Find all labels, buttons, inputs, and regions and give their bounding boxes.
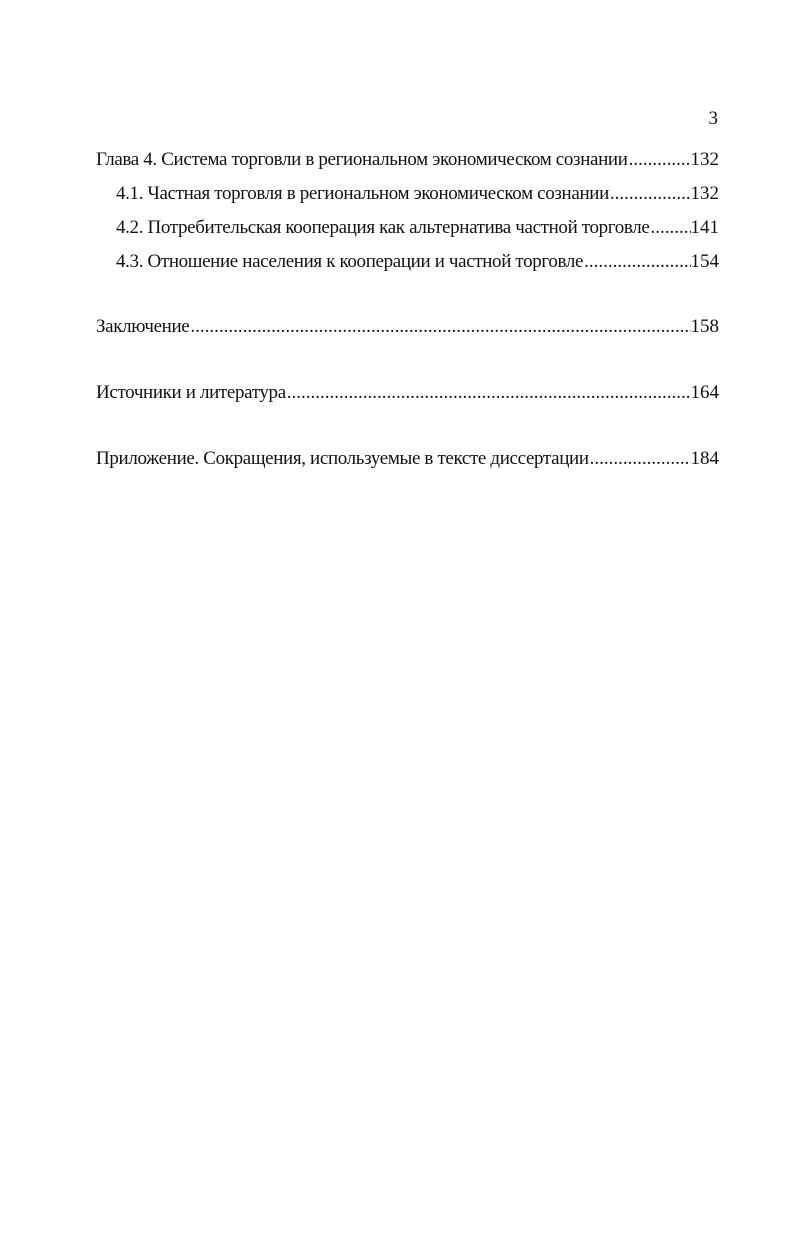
toc-entry-section-4-1	[96, 183, 719, 205]
toc-entry-title: 4.2. Потребительская кооперация как альтернатива частной торговле	[116, 217, 650, 238]
toc-entry-page: 132	[690, 149, 719, 170]
toc-leader-dots	[189, 316, 690, 338]
toc-leader-dots	[286, 382, 691, 404]
toc-entry-appendix	[96, 448, 719, 470]
toc-entry-section-4-2	[96, 217, 719, 239]
toc-entry-chapter-4	[96, 149, 719, 171]
toc-leader-dots	[609, 183, 691, 205]
table-of-contents	[96, 149, 719, 470]
toc-leader-dots	[650, 217, 691, 239]
toc-entry-page: 184	[690, 448, 719, 469]
toc-entry-title: Глава 4. Система торговли в региональном экономическом сознании	[96, 149, 628, 170]
toc-leader-dots	[583, 251, 690, 273]
toc-leader-dots	[589, 448, 691, 470]
toc-entry-title: 4.1. Частная торговля в региональном экономическом сознании	[116, 183, 609, 204]
toc-entry-page: 132	[690, 183, 719, 204]
toc-entry-page: 158	[690, 316, 719, 337]
toc-entry-page: 164	[690, 382, 719, 403]
toc-leader-dots	[628, 149, 691, 171]
toc-entry-title: Приложение. Сокращения, используемые в тексте диссертации	[96, 448, 589, 469]
toc-entry-title: 4.3. Отношение населения к кооперации и частной торговле	[116, 251, 584, 272]
toc-entry-title: Источники и литература	[96, 382, 286, 403]
toc-entry-conclusion	[96, 316, 719, 338]
toc-entry-page: 154	[690, 251, 719, 272]
toc-entry-sources	[96, 382, 719, 404]
toc-entry-section-4-3	[96, 251, 719, 273]
page-number: 3	[708, 108, 718, 129]
toc-entry-page: 141	[690, 217, 719, 238]
toc-entry-title: Заключение	[96, 316, 190, 337]
